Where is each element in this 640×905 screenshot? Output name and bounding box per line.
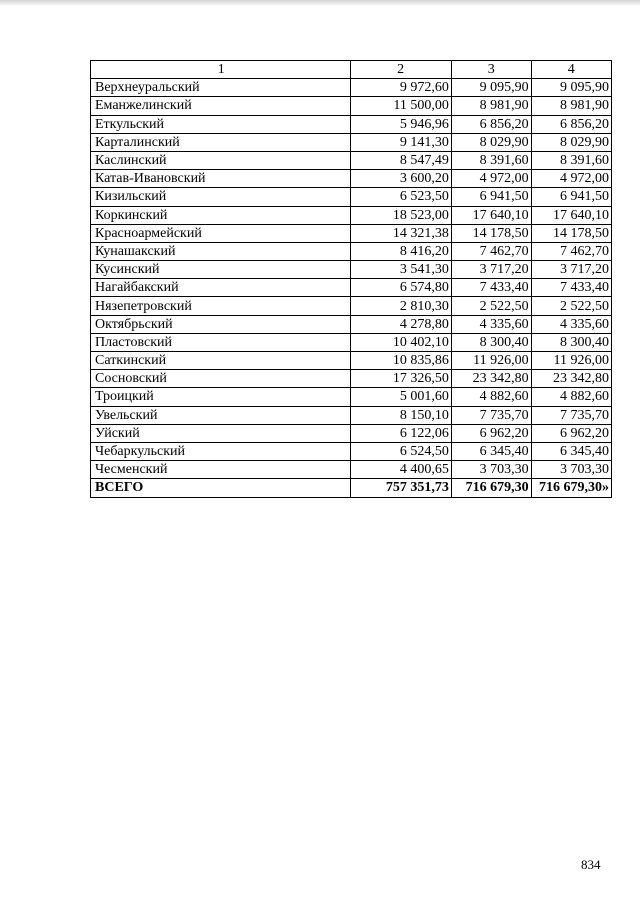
value-cell-col3: 9 095,90	[451, 79, 531, 97]
table-row	[91, 424, 612, 442]
value-cell-col4: 4 882,60	[531, 388, 611, 406]
table-row	[91, 406, 612, 424]
value-cell-col2: 10 402,10	[350, 333, 451, 351]
table-row	[91, 461, 612, 479]
table-row	[91, 333, 612, 351]
value-cell-col3: 716 679,30	[451, 479, 531, 497]
value-cell-col4: 8 391,60	[531, 151, 611, 169]
district-name-cell: Верхнеуральский	[91, 79, 351, 97]
table-row	[91, 188, 612, 206]
district-name-cell: Уйский	[91, 424, 351, 442]
table-row	[91, 79, 612, 97]
value-cell-col4: 7 735,70	[531, 406, 611, 424]
table-total-row	[91, 479, 612, 497]
table-row	[91, 370, 612, 388]
value-cell-col4: 2 522,50	[531, 297, 611, 315]
value-cell-col2: 17 326,50	[350, 370, 451, 388]
value-cell-col3: 6 856,20	[451, 115, 531, 133]
table-row	[91, 224, 612, 242]
value-cell-col2: 8 416,20	[350, 242, 451, 260]
value-cell-col2: 757 351,73	[350, 479, 451, 497]
district-name-cell: Красноармейский	[91, 224, 351, 242]
value-cell-col2: 4 400,65	[350, 461, 451, 479]
value-cell-col2: 14 321,38	[350, 224, 451, 242]
value-cell-col2: 9 972,60	[350, 79, 451, 97]
budget-table-body	[91, 61, 612, 498]
table-row	[91, 315, 612, 333]
budget-table	[90, 60, 612, 498]
table-row	[91, 242, 612, 260]
table-row	[91, 442, 612, 460]
value-cell-col3: 14 178,50	[451, 224, 531, 242]
value-cell-col3: 11 926,00	[451, 352, 531, 370]
value-cell-col4: 23 342,80	[531, 370, 611, 388]
table-row	[91, 261, 612, 279]
district-name-cell: Сосновский	[91, 370, 351, 388]
district-name-cell: Кусинский	[91, 261, 351, 279]
district-name-cell: Коркинский	[91, 206, 351, 224]
value-cell-col2: 10 835,86	[350, 352, 451, 370]
value-cell-col4: 4 972,00	[531, 170, 611, 188]
value-cell-col4: 8 981,90	[531, 97, 611, 115]
value-cell-col2: 8 547,49	[350, 151, 451, 169]
district-name-cell: Кизильский	[91, 188, 351, 206]
value-cell-col3: 8 300,40	[451, 333, 531, 351]
header-cell-3: 3	[451, 61, 531, 79]
value-cell-col4: 3 703,30	[531, 461, 611, 479]
table-row	[91, 279, 612, 297]
value-cell-col3: 4 335,60	[451, 315, 531, 333]
table-row	[91, 297, 612, 315]
table-row	[91, 206, 612, 224]
value-cell-col2: 5 001,60	[350, 388, 451, 406]
value-cell-col2: 18 523,00	[350, 206, 451, 224]
district-name-cell: Саткинский	[91, 352, 351, 370]
district-name-cell: Нязепетровский	[91, 297, 351, 315]
value-cell-col4: 3 717,20	[531, 261, 611, 279]
district-name-cell: Октябрьский	[91, 315, 351, 333]
value-cell-col2: 6 523,50	[350, 188, 451, 206]
value-cell-col2: 9 141,30	[350, 133, 451, 151]
value-cell-col3: 7 735,70	[451, 406, 531, 424]
value-cell-col3: 3 717,20	[451, 261, 531, 279]
header-cell-1: 1	[91, 61, 351, 79]
value-cell-col3: 6 345,40	[451, 442, 531, 460]
value-cell-col2: 3 541,30	[350, 261, 451, 279]
value-cell-col2: 3 600,20	[350, 170, 451, 188]
district-name-cell: Еткульский	[91, 115, 351, 133]
value-cell-col3: 8 981,90	[451, 97, 531, 115]
district-name-cell: Нагайбакский	[91, 279, 351, 297]
value-cell-col3: 4 882,60	[451, 388, 531, 406]
value-cell-col4: 6 856,20	[531, 115, 611, 133]
district-name-cell: Катав-Ивановский	[91, 170, 351, 188]
value-cell-col4: 8 029,90	[531, 133, 611, 151]
value-cell-col3: 6 941,50	[451, 188, 531, 206]
district-name-cell: Троицкий	[91, 388, 351, 406]
table-row	[91, 170, 612, 188]
value-cell-col2: 4 278,80	[350, 315, 451, 333]
value-cell-col3: 2 522,50	[451, 297, 531, 315]
value-cell-col2: 6 574,80	[350, 279, 451, 297]
value-cell-col3: 8 029,90	[451, 133, 531, 151]
district-name-cell: Еманжелинский	[91, 97, 351, 115]
table-row	[91, 352, 612, 370]
value-cell-col4: 7 433,40	[531, 279, 611, 297]
table-row	[91, 115, 612, 133]
header-cell-4: 4	[531, 61, 611, 79]
value-cell-col2: 8 150,10	[350, 406, 451, 424]
district-name-cell: Увельский	[91, 406, 351, 424]
value-cell-col4: 8 300,40	[531, 333, 611, 351]
table-row	[91, 151, 612, 169]
scan-top-edge	[0, 0, 640, 6]
district-name-cell: Кунашакский	[91, 242, 351, 260]
value-cell-col2: 6 524,50	[350, 442, 451, 460]
value-cell-col4: 6 941,50	[531, 188, 611, 206]
district-name-cell: Каслинский	[91, 151, 351, 169]
district-name-cell: ВСЕГО	[91, 479, 351, 497]
district-name-cell: Чесменский	[91, 461, 351, 479]
value-cell-col3: 4 972,00	[451, 170, 531, 188]
value-cell-col3: 23 342,80	[451, 370, 531, 388]
district-name-cell: Чебаркульский	[91, 442, 351, 460]
value-cell-col4: 4 335,60	[531, 315, 611, 333]
value-cell-col4: 9 095,90	[531, 79, 611, 97]
value-cell-col3: 8 391,60	[451, 151, 531, 169]
value-cell-col2: 11 500,00	[350, 97, 451, 115]
value-cell-col4: 6 962,20	[531, 424, 611, 442]
value-cell-col4: 716 679,30»	[531, 479, 611, 497]
table-row	[91, 388, 612, 406]
value-cell-col4: 17 640,10	[531, 206, 611, 224]
value-cell-col3: 6 962,20	[451, 424, 531, 442]
value-cell-col4: 7 462,70	[531, 242, 611, 260]
table-row	[91, 133, 612, 151]
value-cell-col2: 5 946,96	[350, 115, 451, 133]
table-header-row	[91, 61, 612, 79]
value-cell-col3: 17 640,10	[451, 206, 531, 224]
table-row	[91, 97, 612, 115]
district-name-cell: Пластовский	[91, 333, 351, 351]
value-cell-col4: 14 178,50	[531, 224, 611, 242]
header-cell-2: 2	[350, 61, 451, 79]
value-cell-col3: 3 703,30	[451, 461, 531, 479]
value-cell-col3: 7 433,40	[451, 279, 531, 297]
district-name-cell: Карталинский	[91, 133, 351, 151]
value-cell-col4: 6 345,40	[531, 442, 611, 460]
value-cell-col3: 7 462,70	[451, 242, 531, 260]
value-cell-col4: 11 926,00	[531, 352, 611, 370]
value-cell-col2: 6 122,06	[350, 424, 451, 442]
page-number: 834	[581, 857, 601, 872]
value-cell-col2: 2 810,30	[350, 297, 451, 315]
